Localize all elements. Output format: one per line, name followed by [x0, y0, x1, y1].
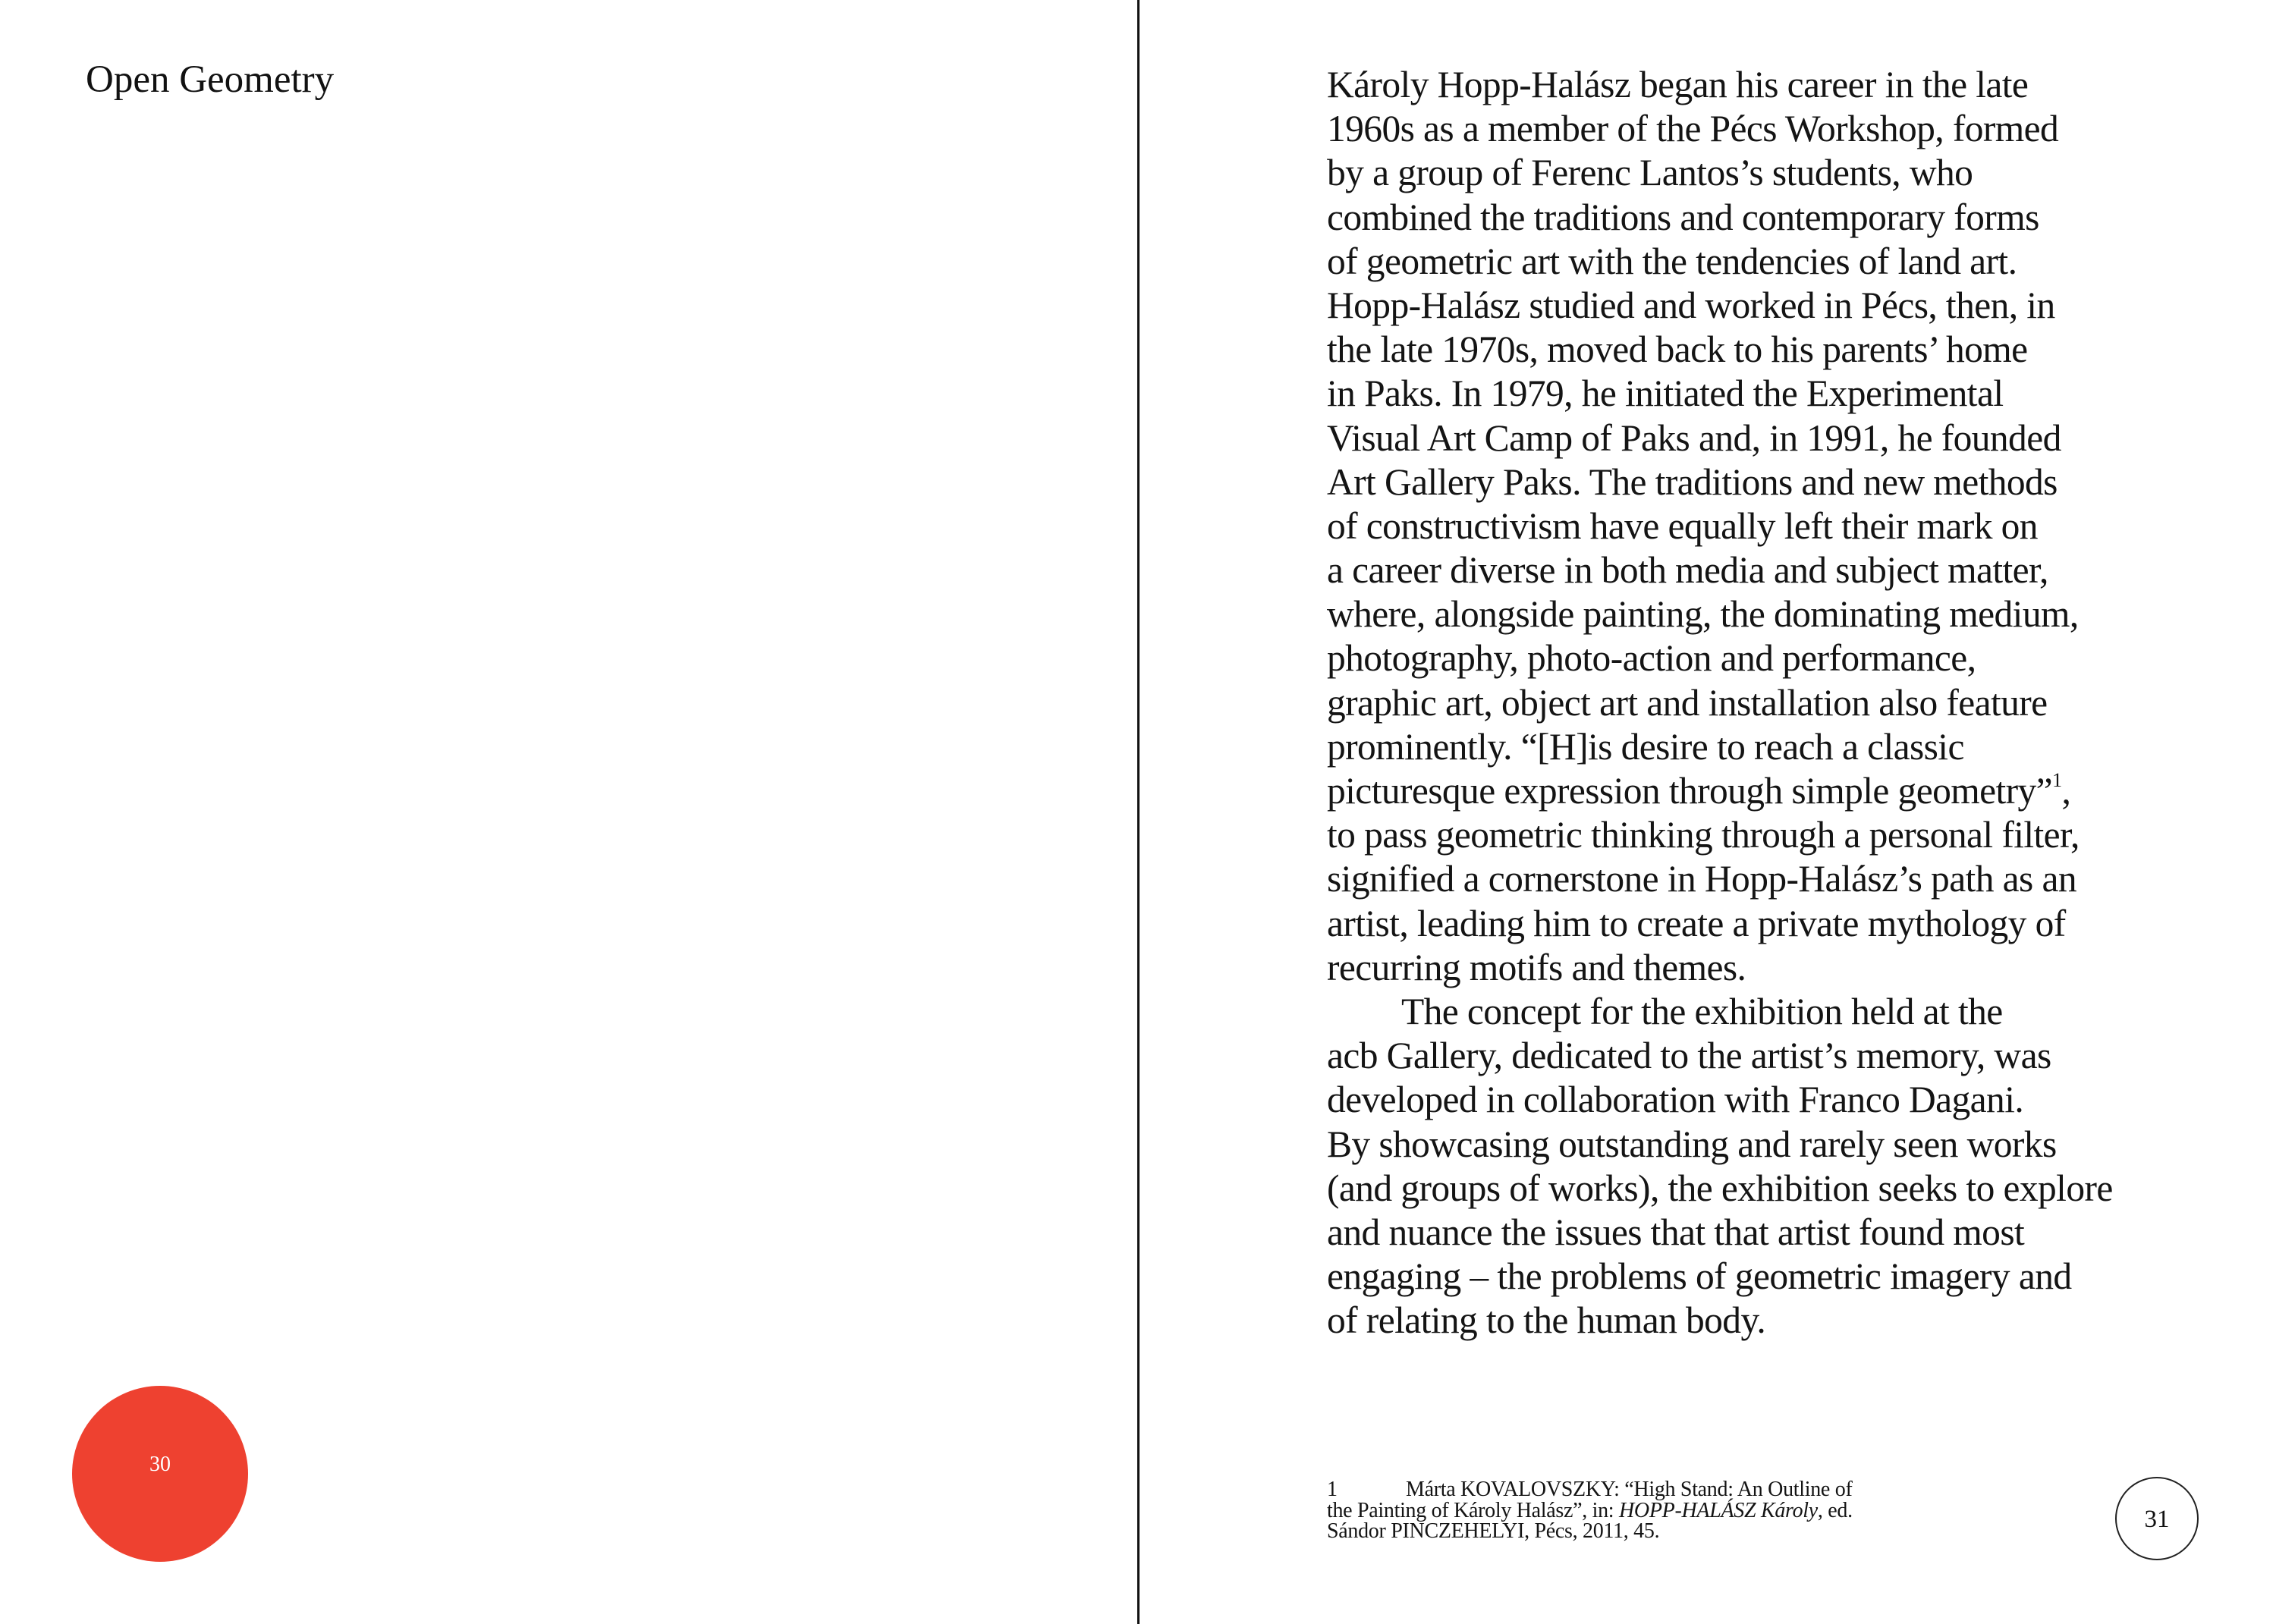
body-line: artist, leading him to create a private mythology of: [1327, 902, 2066, 944]
left-page: [0, 0, 1137, 1624]
footnote-line: [1327, 1479, 2010, 1500]
body-line: signified a cornerstone in Hopp-Halász’s path as an: [1327, 858, 2076, 900]
body-line: photography, photo-action and performance,: [1327, 637, 1976, 680]
body-line: of geometric art with the tendencies of land art.: [1327, 240, 2017, 282]
page-number-right: 31: [2144, 1506, 2170, 1533]
body-line: graphic art, object art and installation also feature: [1327, 681, 2048, 724]
page-number-badge-left: [72, 1386, 248, 1562]
body-line: acb Gallery, dedicated to the artist’s memory, was: [1327, 1035, 2051, 1077]
body-line: by a group of Ferenc Lantos’s students, who: [1327, 152, 1973, 194]
body-line: By showcasing outstanding and rarely seen works: [1327, 1123, 2057, 1165]
page-number-badge-right: [2115, 1477, 2199, 1560]
footnote-reference[interactable]: 1: [2052, 769, 2062, 791]
footnote-line: Sándor PINCZEHELYI, Pécs, 2011, 45.: [1327, 1519, 1660, 1543]
body-line: recurring motifs and themes.: [1327, 946, 1746, 988]
body-line: in Paks. In 1979, he initiated the Experimental: [1327, 372, 2004, 415]
body-line: to pass geometric thinking through a personal filter,: [1327, 814, 2080, 856]
body-line: Visual Art Camp of Paks and, in 1991, he founded: [1327, 416, 2061, 459]
footnote-line: [1327, 1500, 2010, 1522]
body-line: (and groups of works), the exhibition seeks to explore: [1327, 1167, 2113, 1209]
footnote-number: 1: [1327, 1478, 1338, 1501]
body-line: of constructivism have equally left their mark on: [1327, 504, 2038, 547]
footnote-text: the Painting of Károly Halász”, in:: [1327, 1498, 1619, 1522]
page-number-left: 30: [149, 1453, 171, 1476]
body-line: engaging – the problems of geometric imagery and: [1327, 1255, 2072, 1298]
body-line-with-footnote-ref: [1327, 769, 2237, 813]
body-line: Hopp-Halász studied and worked in Pécs, then, in: [1327, 284, 2055, 326]
body-line: prominently. “[H]is desire to reach a classic: [1327, 725, 1964, 768]
body-line: developed in collaboration with Franco Dagani.: [1327, 1079, 2024, 1121]
body-line: 1960s as a member of the Pécs Workshop, formed: [1327, 108, 2059, 150]
footnote-ref-comma: ,: [2061, 770, 2071, 812]
paragraph-2-first-line: The concept for the exhibition held at the: [1401, 990, 2003, 1032]
body-text: [1327, 63, 2237, 1343]
body-line: Art Gallery Paks. The traditions and new methods: [1327, 460, 2058, 503]
footnote-text: Márta KOVALOVSZKY: “High Stand: An Outline of: [1406, 1478, 1853, 1501]
body-line: combined the traditions and contemporary forms: [1327, 196, 2039, 238]
body-line: the late 1970s, moved back to his parents’ home: [1327, 328, 2028, 371]
running-title: Open Geometry: [86, 58, 335, 101]
right-page: [1140, 0, 2276, 1624]
footnote-book-title: HOPP-HALÁSZ Károly: [1619, 1498, 1818, 1522]
body-line-text: picturesque expression through simple geometry”: [1327, 770, 2053, 812]
body-line: a career diverse in both media and subject matter,: [1327, 549, 2048, 592]
body-line: of relating to the human body.: [1327, 1299, 1766, 1342]
footnote: [1327, 1479, 2010, 1542]
body-line: and nuance the issues that that artist found most: [1327, 1211, 2025, 1253]
footnote-text: , ed.: [1817, 1498, 1853, 1522]
body-line: Károly Hopp-Halász began his career in the late: [1327, 64, 2029, 105]
body-line: where, alongside painting, the dominating medium,: [1327, 593, 2079, 636]
